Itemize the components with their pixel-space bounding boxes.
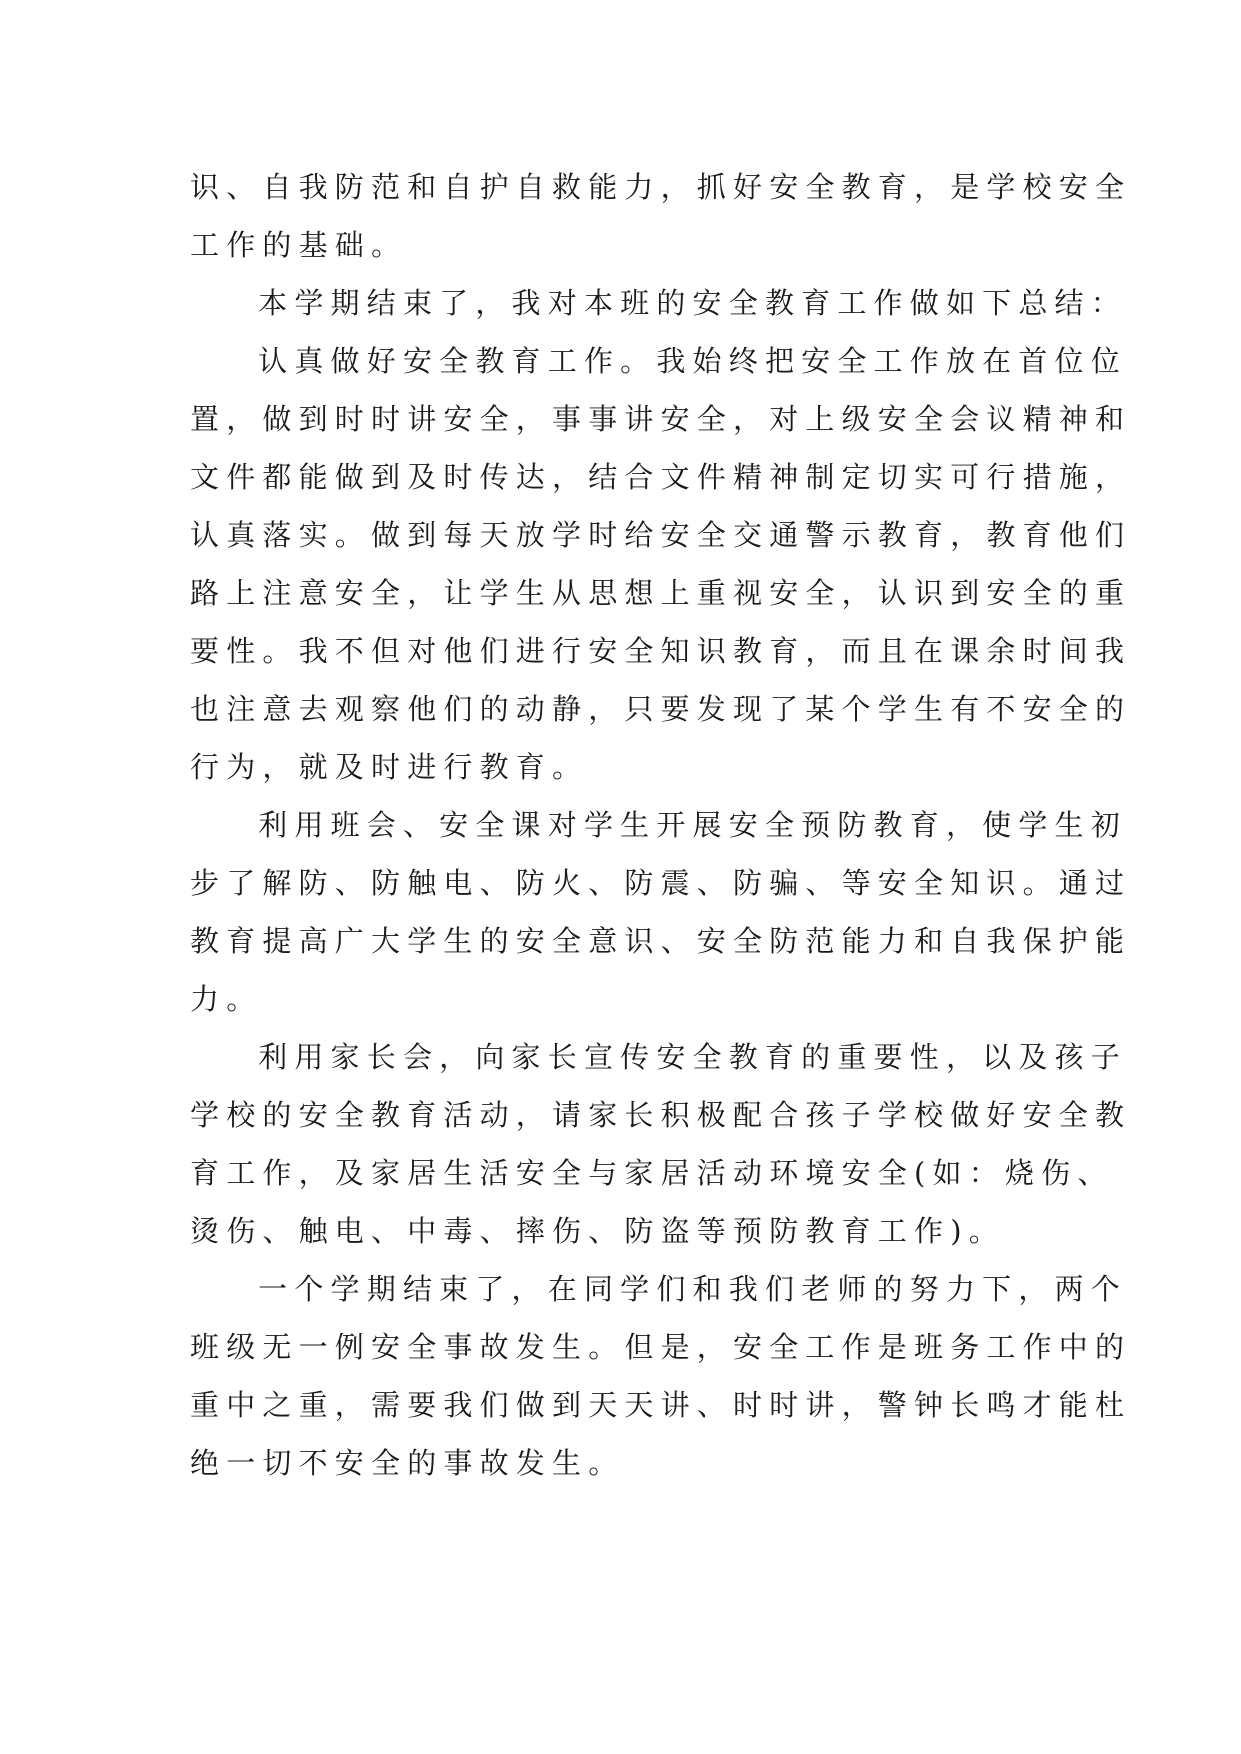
text-line: 工作的基础。 xyxy=(190,228,408,262)
text-line: 本学期结束了，我对本班的安全教育工作做如下总结： xyxy=(258,286,1127,320)
text-line: 认真落实。做到每天放学时给安全交通警示教育，教育他们 xyxy=(190,518,1132,552)
text-line: 步了解防、防触电、防火、防震、防骗、等安全知识。通过 xyxy=(190,866,1132,900)
paragraph-2 xyxy=(190,274,1127,332)
text-line: 班级无一例安全事故发生。但是，安全工作是班务工作中的 xyxy=(190,1330,1132,1364)
text-line: 一个学期结束了，在同学们和我们老师的努力下，两个 xyxy=(258,1272,1127,1306)
text-line: 也注意去观察他们的动静，只要发现了某个学生有不安全的 xyxy=(190,692,1132,726)
paragraph-6 xyxy=(190,1260,1132,1492)
text-line: 重中之重，需要我们做到天天讲、时时讲，警钟长鸣才能杜 xyxy=(190,1388,1132,1422)
text-line: 识、自我防范和自护自救能力，抓好安全教育，是学校安全 xyxy=(190,170,1132,204)
text-line: 利用家长会，向家长宣传安全教育的重要性，以及孩子 xyxy=(258,1040,1127,1074)
paragraph-1 xyxy=(190,158,1132,274)
text-line: 认真做好安全教育工作。我始终把安全工作放在首位位 xyxy=(258,344,1127,378)
text-line: 行为，就及时进行教育。 xyxy=(190,750,589,784)
text-line: 绝一切不安全的事故发生。 xyxy=(190,1446,625,1480)
text-line: 置，做到时时讲安全，事事讲安全，对上级安全会议精神和 xyxy=(190,402,1132,436)
text-line: 力。 xyxy=(190,982,263,1016)
paragraph-4 xyxy=(190,796,1132,1028)
document-body xyxy=(190,158,1132,1492)
text-line: 文件都能做到及时传达，结合文件精神制定切实可行措施， xyxy=(190,460,1132,494)
text-line: 学校的安全教育活动，请家长积极配合孩子学校做好安全教 xyxy=(190,1098,1132,1132)
text-line: 路上注意安全，让学生从思想上重视安全，认识到安全的重 xyxy=(190,576,1132,610)
text-line: 要性。我不但对他们进行安全知识教育，而且在课余时间我 xyxy=(190,634,1132,668)
text-line: 烫伤、触电、中毒、摔伤、防盗等预防教育工作)。 xyxy=(190,1214,1005,1248)
text-line: 育工作，及家居生活安全与家居活动环境安全(如：烧伤、 xyxy=(190,1156,1114,1190)
paragraph-3 xyxy=(190,332,1132,796)
paragraph-5 xyxy=(190,1028,1132,1260)
text-line: 教育提高广大学生的安全意识、安全防范能力和自我保护能 xyxy=(190,924,1132,958)
text-line: 利用班会、安全课对学生开展安全预防教育，使学生初 xyxy=(258,808,1127,842)
